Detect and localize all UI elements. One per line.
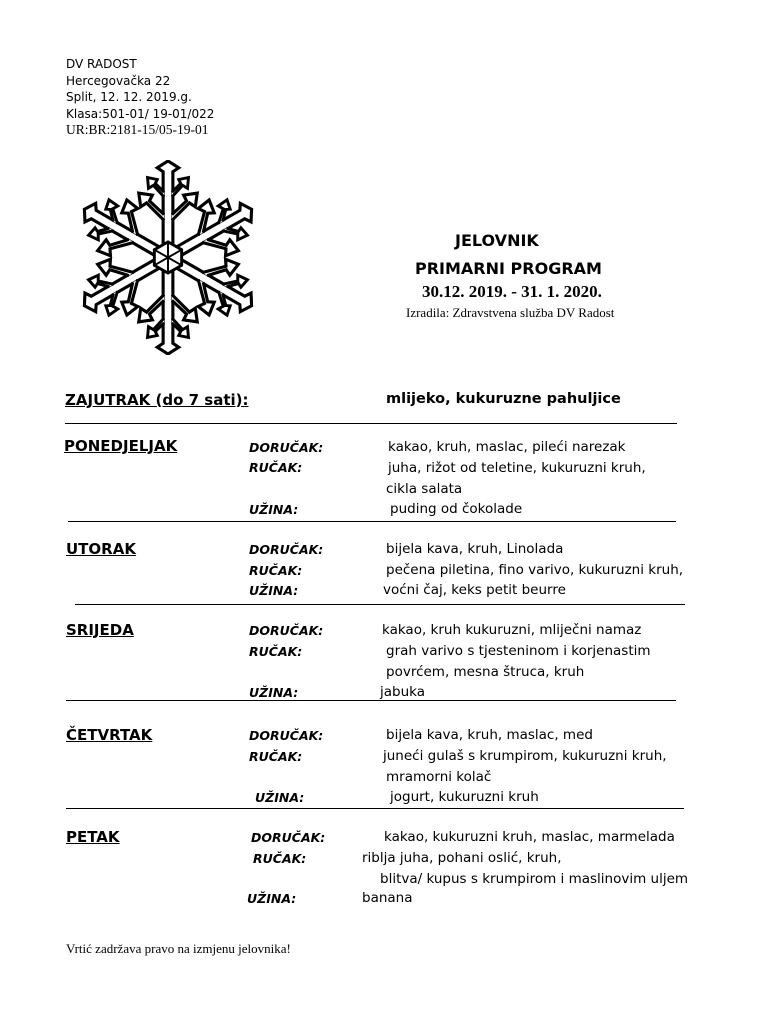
program-title: PRIMARNI PROGRAM [415,259,602,278]
day-name: UTORAK [66,540,136,558]
early-breakfast-label: ZAJUTRAK (do 7 sati): [65,391,249,409]
document-registry-number: UR:BR:2181-15/05-19-01 [66,122,209,137]
meal-food: povrćem, mesna štruca, kruh [386,664,585,680]
divider [68,521,676,522]
meal-food: jabuka [380,684,426,700]
divider [66,700,676,701]
meal-label-lunch: RUČAK: [253,851,307,866]
meal-label-breakfast: DORUČAK: [249,728,324,743]
meal-food: riblja juha, pohani oslić, kruh, [362,850,562,866]
meal-label-breakfast: DORUČAK: [249,440,324,455]
document-place-date: Split, 12. 12. 2019.g. [66,90,192,104]
meal-food: juneći gulaš s krumpirom, kukuruzni kruh, [383,748,667,764]
meal-food: mramorni kolač [386,769,492,785]
menu-date-range: 30.12. 2019. - 31. 1. 2020. [422,282,602,301]
meal-food: kakao, kruh, maslac, pileći narezak [388,439,626,455]
divider [66,808,684,809]
day-name: PONEDJELJAK [64,437,178,455]
meal-food: pečena piletina, fino varivo, kukuruzni kruh, [386,562,684,578]
menu-title: JELOVNIK [455,231,539,250]
meal-food: bijela kava, kruh, Linolada [386,541,564,557]
meal-food: cikla salata [386,481,463,497]
meal-label-breakfast: DORUČAK: [249,542,324,557]
meal-label-breakfast: DORUČAK: [251,830,326,845]
snowflake-icon [63,160,273,355]
meal-label-snack: UŽINA: [247,891,297,906]
meal-label-lunch: RUČAK: [249,460,303,475]
day-name: PETAK [66,828,120,846]
meal-food: kakao, kruh kukuruzni, mliječni namaz [382,622,642,638]
day-name: SRIJEDA [66,621,134,639]
kindergarten-address: Hercegovačka 22 [66,73,171,88]
footer-note: Vrtić zadržava pravo na izmjenu jelovnika! [66,941,291,956]
meal-food: grah varivo s tjesteninom i korjenastim [386,643,651,659]
meal-label-breakfast: DORUČAK: [249,623,324,638]
divider [65,423,677,424]
meal-label-snack: UŽINA: [249,502,299,517]
kindergarten-name: DV RADOST [66,57,137,71]
meal-label-snack: UŽINA: [249,583,299,598]
prepared-by: Izradila: Zdravstvena služba DV Radost [406,305,615,320]
meal-food: jogurt, kukuruzni kruh [390,789,539,805]
meal-food: voćni čaj, keks petit beurre [383,582,566,598]
meal-food: banana [362,890,413,906]
divider [75,604,685,605]
early-breakfast-food: mlijeko, kukuruzne pahuljice [386,391,621,407]
meal-food: kakao, kukuruzni kruh, maslac, marmelada [384,829,675,845]
meal-food: blitva/ kupus s krumpirom i maslinovim uljem [380,871,689,887]
document-class-number: Klasa:501-01/ 19-01/022 [66,106,215,121]
meal-food: bijela kava, kruh, maslac, med [386,727,593,743]
meal-label-snack: UŽINA: [255,790,305,805]
day-name: ČETVRTAK [66,726,153,744]
meal-label-lunch: RUČAK: [249,644,303,659]
meal-food: juha, rižot od teletine, kukuruzni kruh, [388,460,646,476]
meal-label-lunch: RUČAK: [249,563,303,578]
meal-label-snack: UŽINA: [249,685,299,700]
meal-food: puding od čokolade [390,501,523,517]
meal-label-lunch: RUČAK: [249,749,303,764]
